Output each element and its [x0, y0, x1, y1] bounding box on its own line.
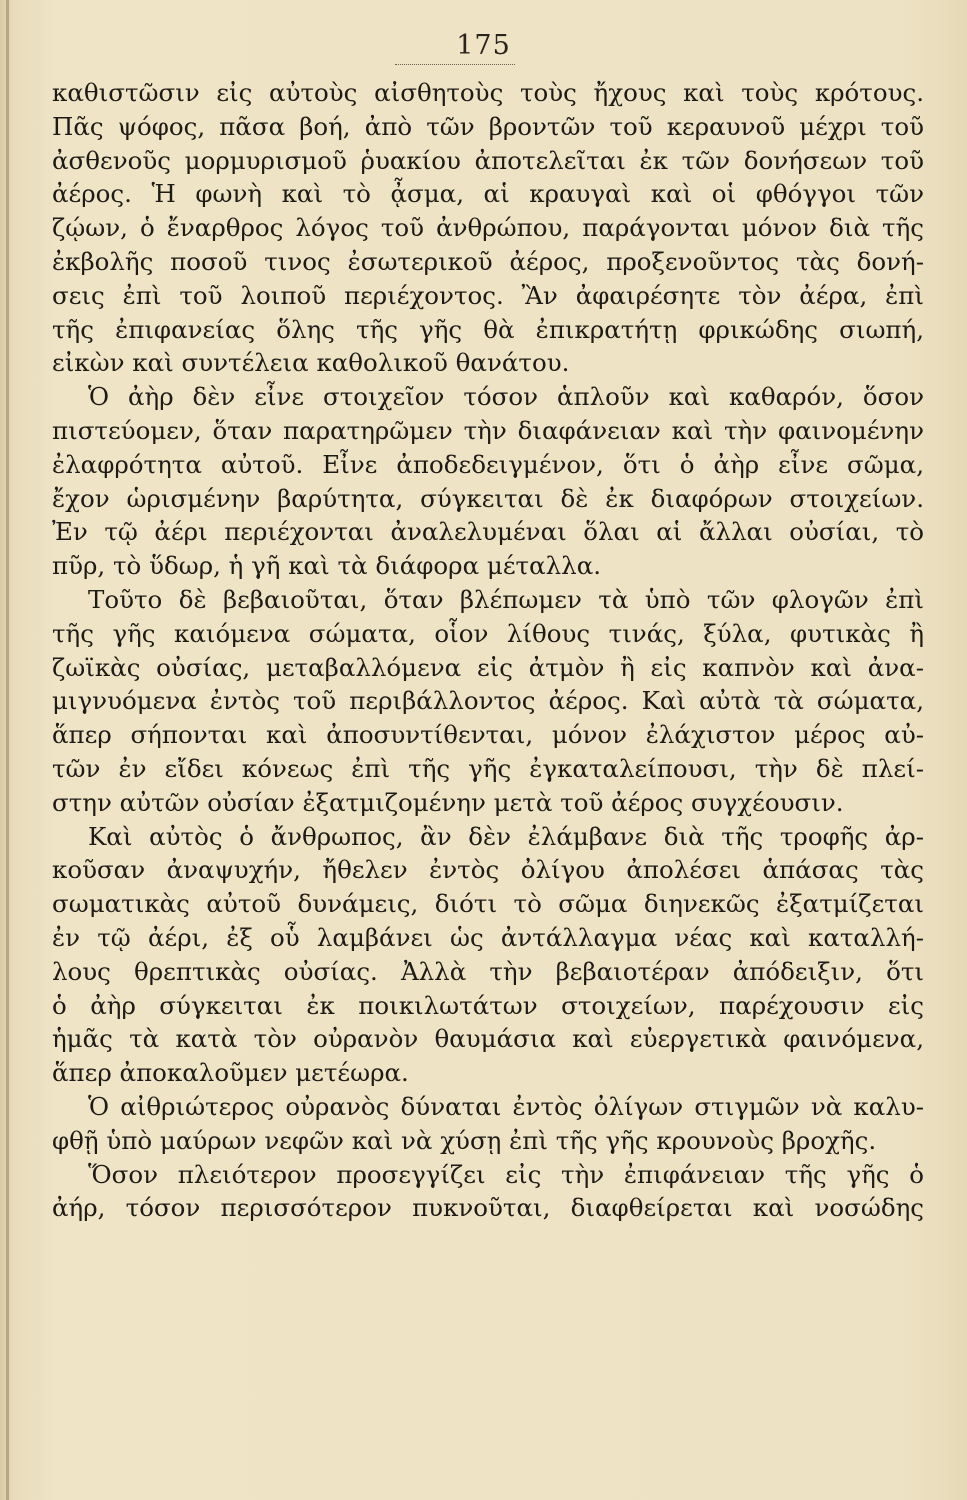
text-line: μιγνυόμενα ἐντὸς τοῦ περιβάλλοντος ἀέρος. Καὶ αὐτὰ τὰ σώματα,: [52, 686, 924, 716]
text-line: ἔχον ὡρισμένην βαρύτητα, σύγκειται δὲ ἐκ διαφόρων στοιχείων.: [52, 483, 924, 513]
text-line: ἐν τῷ ἀέρι, ἐξ οὗ λαμβάνει ὡς ἀντάλλαγμα νέας καὶ καταλλή-: [52, 922, 924, 952]
text-line: πιστεύομεν, ὅταν παρατηρῶμεν τὴν διαφάνειαν καὶ τὴν φαινομένην: [52, 415, 924, 445]
text-line: στην αὐτῶν οὐσίαν ἐξατμιζομένην μετὰ τοῦ ἀέρος συγχέουσιν.: [52, 787, 844, 817]
text-line: ἅπερ ἀποκαλοῦμεν μετέωρα.: [52, 1058, 409, 1088]
text-line: Πᾶς ψόφος, πᾶσα βοή, ἀπὸ τῶν βροντῶν τοῦ κεραυνοῦ μέχρι τοῦ: [52, 111, 924, 141]
text-line: τῆς γῆς καιόμενα σώματα, οἷον λίθους τινάς, ξύλα, φυτικὰς ἢ: [52, 618, 924, 648]
text-line: Ὅσον πλειότερον προσεγγίζει εἰς τὴν ἐπιφάνειαν τῆς γῆς ὁ: [88, 1159, 924, 1189]
text-line: Τοῦτο δὲ βεβαιοῦται, ὅταν βλέπωμεν τὰ ὑπὸ τῶν φλογῶν ἐπὶ: [88, 584, 924, 614]
page-number-underline: [395, 64, 515, 65]
text-line: ἡμᾶς τὰ κατὰ τὸν οὐρανὸν θαυμάσια καὶ εὐεργετικὰ φαινόμενα,: [52, 1024, 924, 1054]
text-line: ἅπερ σήπονται καὶ ἀποσυντίθενται, μόνον ἐλάχιστον μέρος αὐ-: [52, 720, 924, 750]
text-line: Καὶ αὐτὸς ὁ ἄνθρωπος, ἂν δὲν ἐλάμβανε διὰ τῆς τροφῆς ἀρ-: [88, 821, 924, 851]
page-number: 175: [456, 30, 511, 61]
text-line: ἀσθενοῦς μορμυρισμοῦ ῥυακίου ἀποτελεῖται ἐκ τῶν δονήσεων τοῦ: [52, 145, 924, 175]
text-line: κοῦσαν ἀναψυχήν, ἤθελεν ἐντὸς ὀλίγου ἀπολέσει ἁπάσας τὰς: [52, 855, 924, 885]
text-line: Ὁ ἀὴρ δὲν εἶνε στοιχεῖον τόσον ἁπλοῦν καὶ καθαρόν, ὅσον: [88, 382, 924, 412]
text-line: ἐκβολῆς ποσοῦ τινος ἐσωτερικοῦ ἀέρος, προξενοῦντος τὰς δονή-: [52, 246, 924, 276]
text-line: πῦρ, τὸ ὕδωρ, ἡ γῆ καὶ τὰ διάφορα μέταλλα.: [52, 551, 602, 581]
text-line: φθῇ ὑπὸ μαύρων νεφῶν καὶ νὰ χύσῃ ἐπὶ τῆς γῆς κρουνοὺς βροχῆς.: [52, 1125, 877, 1155]
page-edge-rule: [6, 0, 9, 1500]
text-line: ἐλαφρότητα αὐτοῦ. Εἶνε ἀποδεδειγμένον, ὅτι ὁ ἀὴρ εἶνε σῶμα,: [52, 449, 924, 479]
text-line: τῶν ἐν εἴδει κόνεως ἐπὶ τῆς γῆς ἐγκαταλείπουσι, τὴν δὲ πλεί-: [52, 753, 924, 783]
text-line: ὁ ἀὴρ σύγκειται ἐκ ποικιλωτάτων στοιχείων, παρέχουσιν εἰς: [52, 990, 924, 1020]
text-line: καθιστῶσιν εἰς αὐτοὺς αἰσθητοὺς τοὺς ἤχους καὶ τοὺς κρότους.: [52, 78, 924, 107]
text-line: Ἐν τῷ ἀέρι περιέχονται ἀναλελυμέναι ὅλαι αἱ ἄλλαι οὐσίαι, τὸ: [52, 517, 924, 547]
text-line: εἰκὼν καὶ συντέλεια καθολικοῦ θανάτου.: [52, 348, 570, 378]
text-line: λους θρεπτικὰς οὐσίας. Ἀλλὰ τὴν βεβαιοτέραν ἀπόδειξιν, ὅτι: [52, 956, 924, 986]
text-line: σωματικὰς αὐτοῦ δυνάμεις, διότι τὸ σῶμα διηνεκῶς ἐξατμίζεται: [52, 889, 924, 919]
text-line: σεις ἐπὶ τοῦ λοιποῦ περιέχοντος. Ἂν ἀφαιρέσητε τὸν ἀέρα, ἐπὶ: [52, 280, 924, 310]
text-line: τῆς ἐπιφανείας ὅλης τῆς γῆς θὰ ἐπικρατήτῃ φρικώδης σιωπή,: [52, 314, 924, 344]
text-line: ζῴων, ὁ ἔναρθρος λόγος τοῦ ἀνθρώπου, παράγονται μόνον διὰ τῆς: [52, 213, 924, 243]
text-line: ζωϊκὰς οὐσίας, μεταβαλλόμενα εἰς ἀτμὸν ἢ εἰς καπνὸν καὶ ἀνα-: [52, 652, 924, 682]
body-text: [52, 76, 924, 1225]
text-line: ἀήρ, τόσον περισσότερον πυκνοῦται, διαφθείρεται καὶ νοσώδης: [52, 1193, 924, 1223]
text-line: ἀέρος. Ἡ φωνὴ καὶ τὸ ᾆσμα, αἱ κραυγαὶ καὶ οἱ φθόγγοι τῶν: [52, 179, 924, 209]
text-line: Ὁ αἰθριώτερος οὐρανὸς δύναται ἐντὸς ὀλίγων στιγμῶν νὰ καλυ-: [88, 1091, 924, 1121]
